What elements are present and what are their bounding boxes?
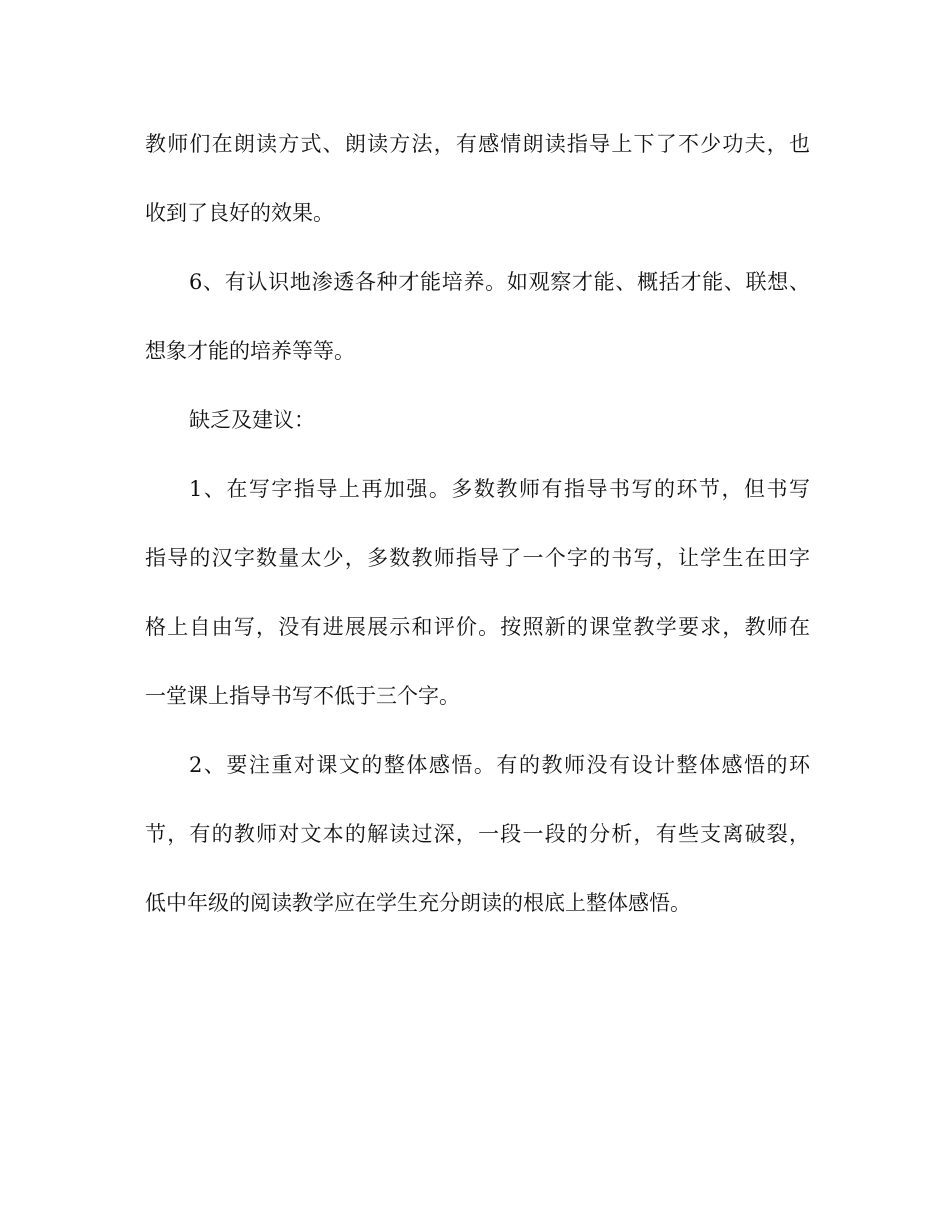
text-line: 1、在写字指导上再加强。多数教师有指导书写的环节，但书写	[189, 477, 810, 501]
text-line: 想象才能的培养等等。	[145, 339, 355, 363]
text-line: 6、有认识地渗透各种才能培养。如观察才能、概括才能、联想、	[189, 270, 810, 294]
document-body	[145, 113, 810, 941]
text-line: 一堂课上指导书写不低于三个字。	[145, 684, 460, 708]
text-line: 节，有的教师对文本的解读过深，一段一段的分析，有些支离破裂，	[145, 822, 810, 846]
text-line: 教师们在朗读方式、朗读方法，有感情朗读指导上下了不少功夫，也	[145, 132, 810, 156]
text-line: 收到了良好的效果。	[145, 201, 334, 225]
section-heading: 缺乏及建议：	[189, 408, 315, 432]
text-line: 指导的汉字数量太少，多数教师指导了一个字的书写，让学生在田字	[145, 546, 810, 570]
text-line: 2、要注重对课文的整体感悟。有的教师没有设计整体感悟的环	[189, 753, 810, 777]
text-line: 低中年级的阅读教学应在学生充分朗读的根底上整体感悟。	[145, 891, 691, 915]
text-line: 格上自由写，没有进展展示和评价。按照新的课堂教学要求，教师在	[145, 615, 810, 639]
